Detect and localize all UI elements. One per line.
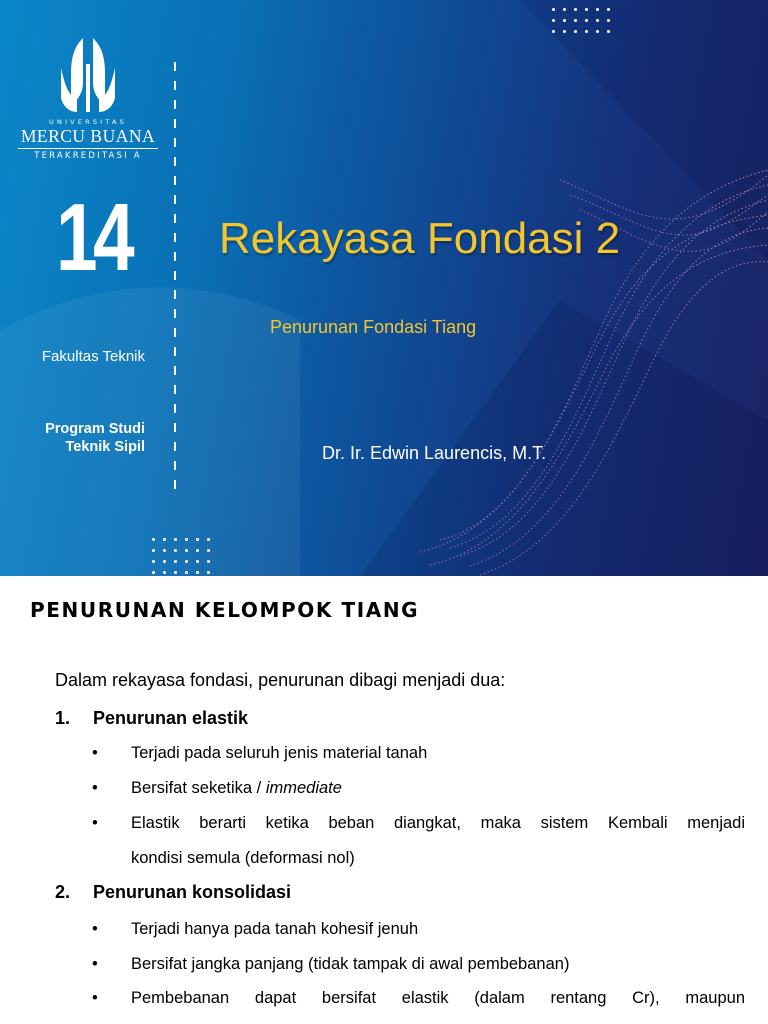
item-heading-text: Penurunan elastik [93,708,249,728]
dot [174,560,177,563]
dot [607,8,610,11]
item-heading-text: Penurunan konsolidasi [93,882,292,902]
dot [552,30,555,33]
dot-grid-top [552,8,616,36]
dot [163,560,166,563]
dot [585,30,588,33]
dot [563,30,566,33]
dot [196,538,199,541]
dot [196,571,199,574]
item-heading [55,882,291,903]
dot [552,19,555,22]
item-number: 2. [55,882,71,902]
list-item-text: Terjadi hanya pada tanah kohesif jenuh [131,920,419,938]
dot [585,19,588,22]
bullet-icon: • [92,814,98,832]
unit-number: 14 [56,184,130,291]
dot [152,560,155,563]
dot [574,8,577,11]
dot [152,571,155,574]
faculty-label: Fakultas Teknik [41,348,145,365]
dot [596,30,599,33]
dot [163,549,166,552]
bullet-icon: • [92,920,98,938]
dot [152,538,155,541]
list-item-text: Elastik berarti ketika beban diangkat, maka sistem Kembali menjadi [131,814,745,832]
dot [207,560,210,563]
accreditation-text: TERAKREDITASI A [34,151,142,161]
dot [563,19,566,22]
dot [163,538,166,541]
item-heading [55,708,248,729]
slide-subtitle: Penurunan Fondasi Tiang [270,317,477,337]
dot-grid-bottom [152,538,216,576]
program-line-2: Teknik Sipil [65,439,145,455]
dot [196,560,199,563]
logo-caption: UNIVERSITAS [49,118,127,126]
dot [574,19,577,22]
bullet-icon: • [92,744,98,762]
dot [174,549,177,552]
dot [585,8,588,11]
section-title: PENURUNAN KELOMPOK TIANG [30,598,420,622]
program-line-1: Program Studi [45,421,145,437]
list-item-text-plain: Bersifat seketika / [131,779,266,797]
dot [596,8,599,11]
university-name: MERCU BUANA [20,126,156,146]
item-number: 1. [55,708,71,728]
dot [196,549,199,552]
bullet-icon: • [92,955,98,973]
slide-title: Rekayasa Fondasi 2 [219,214,621,263]
dot [152,549,155,552]
dot [185,538,188,541]
list-item-text: Bersifat jangka panjang (tidak tampak di awal pembebanan) [131,955,570,973]
list-item-text: Terjadi pada seluruh jenis material tanah [131,744,428,762]
dashed-divider [174,62,176,494]
dot [207,571,210,574]
program-label [45,420,145,456]
list-item-emphasis: immediate [265,779,342,797]
dot [563,8,566,11]
content-slide [0,576,768,1024]
university-logo [14,34,162,164]
dot [174,571,177,574]
dot [607,30,610,33]
dot [607,19,610,22]
list-item-text: Pembebanan dapat bersifat elastik (dalam rentang Cr), maupun [131,989,745,1007]
dot [185,549,188,552]
list-item-text [131,779,342,798]
list-item-continuation: kondisi semula (deformasi nol) [131,849,355,867]
logo-emblem-icon [53,34,123,114]
dot [574,30,577,33]
dot [207,549,210,552]
author-name: Dr. Ir. Edwin Laurencis, M.T. [322,443,547,463]
intro-text: Dalam rekayasa fondasi, penurunan dibagi menjadi dua: [55,670,506,690]
logo-divider [18,148,158,149]
bullet-icon: • [92,779,98,797]
dot [596,19,599,22]
dot [185,571,188,574]
bullet-icon: • [92,989,98,1007]
dot [163,571,166,574]
dot [185,560,188,563]
dot [207,538,210,541]
dot [174,538,177,541]
dot [552,8,555,11]
